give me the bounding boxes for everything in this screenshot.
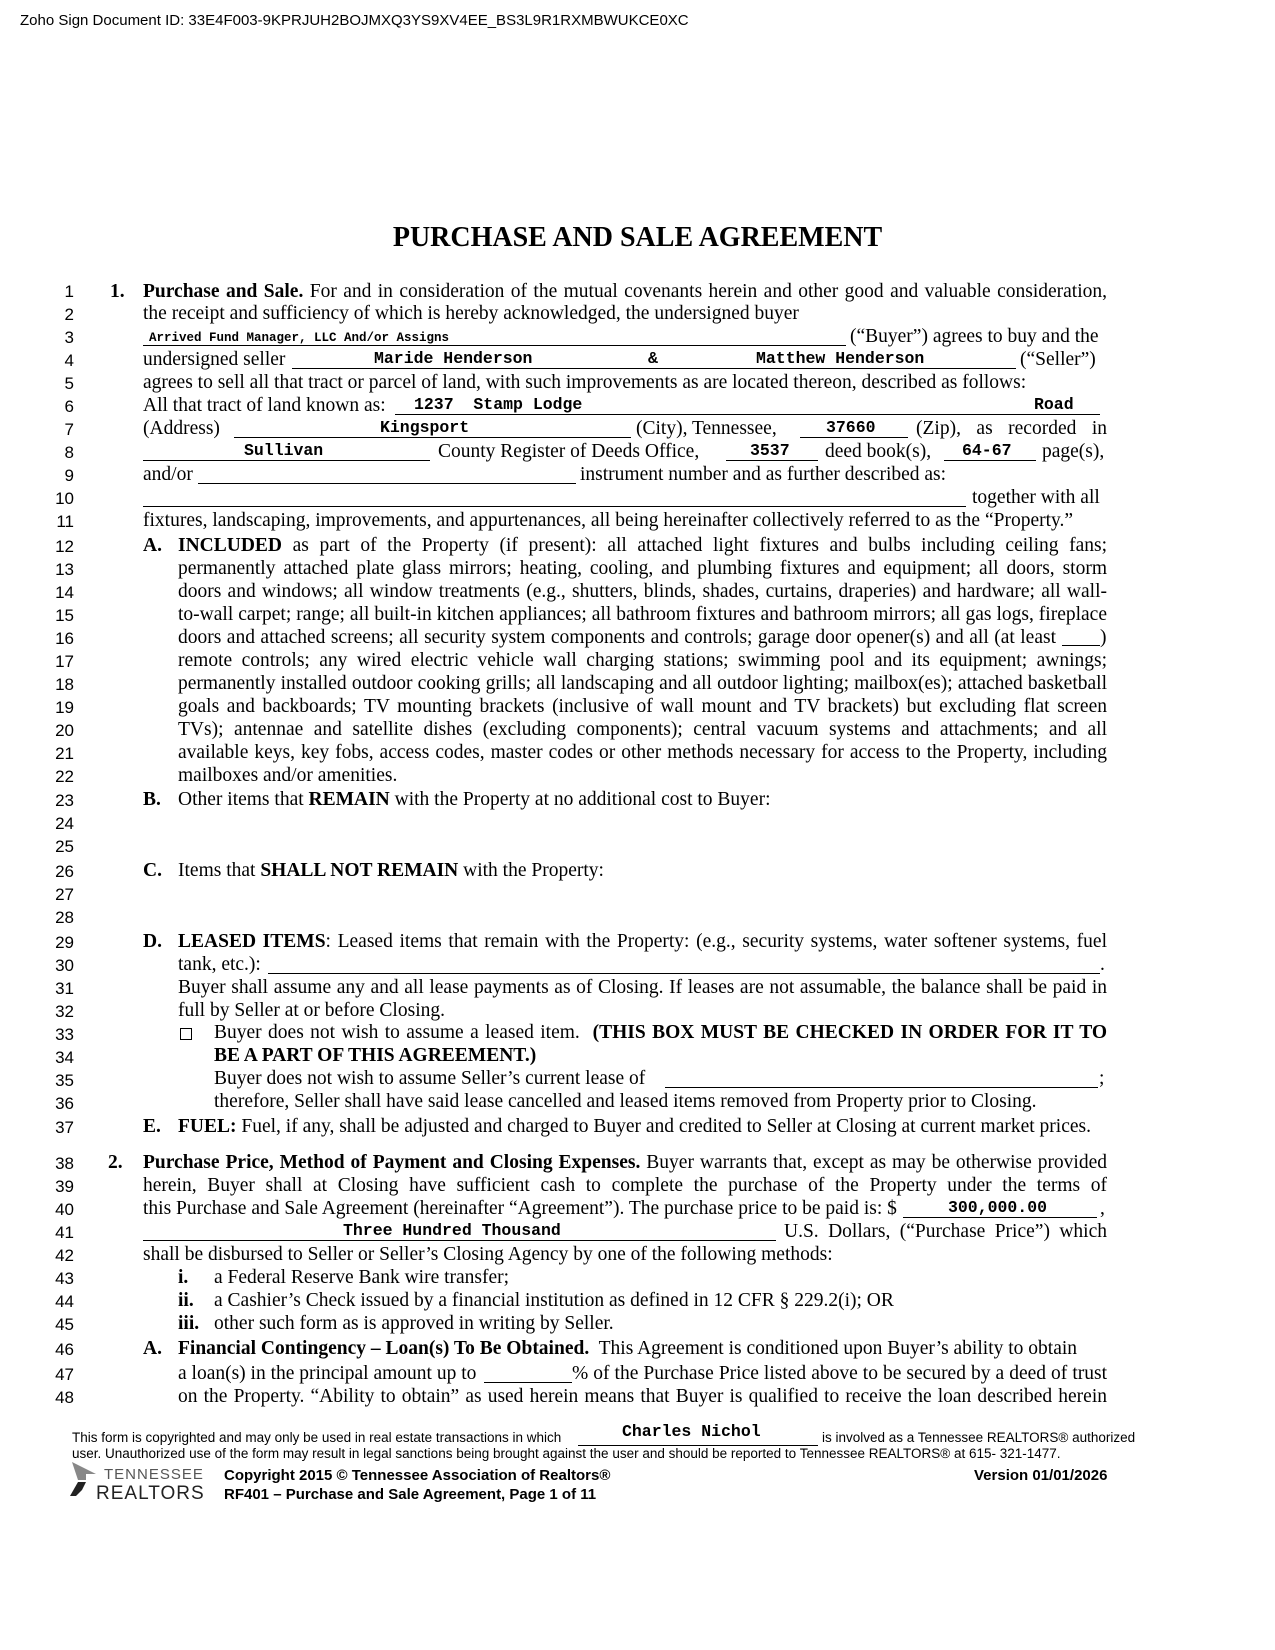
method-number: iii. <box>178 1313 200 1334</box>
line-26-pre: Items that <box>178 860 256 881</box>
line-26 <box>178 859 604 882</box>
line-number: 44 <box>55 1292 74 1311</box>
street-field[interactable]: 1237 Stamp Lodge <box>414 395 583 414</box>
subsection-letter: C. <box>143 860 162 881</box>
line-number: 36 <box>55 1094 74 1113</box>
loan-percent-field-line[interactable] <box>484 1382 572 1383</box>
line-40-text: this Purchase and Sale Agreement (hereinafter “Agreement”). The purchase price to be paid is: $ <box>143 1198 897 1219</box>
line-23-pre: Other items that <box>178 789 304 810</box>
line-29 <box>178 930 1107 953</box>
line-30-end: . <box>1100 954 1105 975</box>
line-number: 24 <box>55 814 74 833</box>
line-number: 26 <box>55 862 74 881</box>
line-12-text: as part of the Property (if present): all attached light fixtures and bulbs including ceiling fans; <box>292 535 1108 556</box>
line-number: 34 <box>55 1048 74 1067</box>
line-number: 18 <box>55 675 74 694</box>
line-number: 29 <box>55 933 74 952</box>
page-label: page(s), <box>1042 441 1105 462</box>
line-31: Buyer shall assume any and all lease payments as of Closing. If leases are not assumable, the balance shall be paid in <box>178 977 1107 998</box>
line-number: 19 <box>55 698 74 717</box>
line-35-text: Buyer does not wish to assume Seller’s current lease of <box>214 1068 646 1089</box>
line-number: 45 <box>55 1315 74 1334</box>
line-number: 15 <box>55 606 74 625</box>
method-i: a Federal Reserve Bank wire transfer; <box>214 1267 510 1288</box>
instrument-label: instrument number and as further described as: <box>580 464 947 485</box>
line-42: shall be disbursed to Seller or Seller’s Closing Agency by one of the following methods: <box>143 1244 833 1265</box>
line-number: 22 <box>55 767 74 786</box>
line-number: 3 <box>64 328 74 347</box>
subsection-letter: E. <box>143 1116 161 1137</box>
line-number: 12 <box>55 537 74 556</box>
footer-line-1-text: This form is copyrighted and may only be used in real estate transactions in which <box>72 1430 562 1445</box>
line-number: 30 <box>55 956 74 975</box>
city-field[interactable]: Kingsport <box>380 418 470 437</box>
document-id: Zoho Sign Document ID: 33E4F003-9KPRJUH2BOJMXQ3YS9XV4EE_BS3L9R1RXMBWUKCE0XC <box>20 12 689 29</box>
line-21: available keys, key fobs, access codes, master codes or other methods necessary for access to the Property, including <box>178 742 1107 763</box>
seller1-field[interactable]: Maride Henderson <box>374 349 533 368</box>
line-30-text: tank, etc.): <box>178 954 261 975</box>
subsection-letter: A. <box>143 1338 162 1359</box>
city-label: (City), Tennessee, <box>636 418 777 439</box>
line-number: 13 <box>55 560 74 579</box>
line-number: 5 <box>64 374 74 393</box>
section-number: 2. <box>108 1152 123 1173</box>
leased-items-field-line[interactable] <box>268 973 1100 974</box>
line-48: on the Property. “Ability to obtain” as used herein means that Buyer is qualified to receive the loan described herein <box>178 1386 1107 1407</box>
line-19: goals and backboards; TV mounting brackets (inclusive of wall mount and TV brackets) but excluding flat screen <box>178 696 1107 717</box>
line-40-end: , <box>1100 1198 1105 1219</box>
footer-line-1-end: is involved as a Tennessee REALTORS® authorized <box>822 1430 1136 1445</box>
line-4-text: undersigned seller <box>143 349 286 370</box>
line-number: 32 <box>55 1002 74 1021</box>
line-38-text: Buyer warrants that, except as may be otherwise provided <box>646 1152 1108 1173</box>
line-number: 7 <box>64 420 74 439</box>
seller-ampersand: & <box>648 349 658 368</box>
method-number: i. <box>178 1267 189 1288</box>
line-16: doors and attached screens; all security system components and controls; garage door opener(s) and all (at least <box>178 627 1056 648</box>
line-number: 25 <box>55 837 74 856</box>
line-number: 46 <box>55 1340 74 1359</box>
line-number: 42 <box>55 1246 74 1265</box>
financial-contingency-heading: Financial Contingency – Loan(s) To Be Obtained. <box>178 1338 590 1359</box>
line-23 <box>178 788 771 811</box>
deed-book-field[interactable]: 3537 <box>750 441 790 460</box>
line-17: remote controls; any wired electric vehicle wall charging stations; swimming pool and its equipment; awnings; <box>178 650 1107 671</box>
section-2-heading: Purchase Price, Method of Payment and Closing Expenses. <box>143 1152 641 1173</box>
line-18: permanently installed outdoor cooking grills; all landscaping and all outdoor lighting; mailbox(es); attached basketball <box>178 673 1107 694</box>
method-ii: a Cashier’s Check issued by a financial institution as defined in 12 CFR § 229.2(i); OR <box>214 1290 894 1311</box>
page-title: PURCHASE AND SALE AGREEMENT <box>392 222 883 253</box>
line-32: full by Seller at or before Closing. <box>178 1000 445 1021</box>
footer-line-2: user. Unauthorized use of the form may result in legal sanctions being brought against the user and should be reported to Tennessee REALTORS® at 615- 321-1477. <box>72 1446 1061 1461</box>
line-1-text: For and in consideration of the mutual covenants herein and other good and valuable consideration, <box>309 281 1107 302</box>
line-number: 37 <box>55 1118 74 1137</box>
line-number: 35 <box>55 1071 74 1090</box>
shall-not-remain-heading: SHALL NOT REMAIN <box>260 860 459 881</box>
line-5: agrees to sell all that tract or parcel of land, with such improvements as are located thereon, described as follows: <box>143 372 1027 393</box>
line-number: 38 <box>55 1154 74 1173</box>
line-number: 21 <box>55 744 74 763</box>
line-38 <box>143 1151 1107 1174</box>
line-22: mailboxes and/or amenities. <box>178 765 398 786</box>
line-number: 47 <box>55 1365 74 1384</box>
price-field[interactable]: 300,000.00 <box>948 1198 1048 1217</box>
section-heading: Purchase and Sale. <box>143 281 304 302</box>
line-20: TVs); antennae and satellite dishes (excluding components); central vacuum systems and attachments; and all <box>178 719 1107 740</box>
line-2: the receipt and sufficiency of which is hereby acknowledged, the undersigned buyer <box>143 303 799 324</box>
line-33-text: Buyer does not wish to assume a leased item. <box>214 1022 580 1043</box>
line-39: herein, Buyer shall at Closing have sufficient cash to complete the purchase of the Property under the terms of <box>143 1175 1107 1196</box>
line-15: to-wall carpet; range; all built-in kitchen appliances; all bathroom fixtures and bathroom mirrors; all gas logs, fireplace <box>178 604 1107 625</box>
method-iii: other such form as is approved in writing by Seller. <box>214 1313 614 1334</box>
line-number: 33 <box>55 1025 74 1044</box>
line-6-text: All that tract of land known as: <box>143 395 386 416</box>
line-3-text: (“Buyer”) agrees to buy and the <box>850 326 1099 347</box>
section-number: 1. <box>110 281 125 302</box>
line-37-text: Fuel, if any, shall be adjusted and charged to Buyer and credited to Seller at Closing at current market prices. <box>241 1116 1091 1137</box>
line-number: 20 <box>55 721 74 740</box>
current-lease-field-line[interactable] <box>665 1087 1098 1088</box>
remote-count-field-line[interactable] <box>1062 645 1100 646</box>
line-33-bold: (THIS BOX MUST BE CHECKED IN ORDER FOR IT TO <box>592 1022 1108 1043</box>
line-number: 28 <box>55 908 74 927</box>
included-heading: INCLUDED <box>178 535 283 556</box>
logo-text-bottom: REALTORS <box>96 1483 205 1504</box>
line-number: 16 <box>55 629 74 648</box>
line-11: fixtures, landscaping, improvements, and appurtenances, all being hereinafter collectively referred to as the “Property.” <box>143 510 1074 531</box>
line-number: 11 <box>56 512 74 531</box>
line-47-text: a loan(s) in the principal amount up to <box>178 1363 477 1384</box>
county-field[interactable]: Sullivan <box>244 441 324 460</box>
line-12 <box>178 534 1107 557</box>
subsection-letter: B. <box>143 789 161 810</box>
leased-items-heading: LEASED ITEMS <box>178 931 326 952</box>
line-35-end: ; <box>1099 1068 1105 1089</box>
line-number: 1 <box>64 282 74 301</box>
agent-field[interactable]: Charles Nichol <box>622 1422 761 1441</box>
line-29-text: : Leased items that remain with the Property: (e.g., security systems, water softener systems, fuel <box>325 931 1107 952</box>
page-field[interactable]: 64-67 <box>962 441 1012 460</box>
line-number: 10 <box>55 489 74 508</box>
line-46-text: This Agreement is conditioned upon Buyer’s ability to obtain <box>598 1338 1078 1359</box>
subsection-letter: D. <box>143 931 162 952</box>
subsection-letter: A. <box>143 535 162 556</box>
address-label: (Address) <box>143 418 220 439</box>
line-number: 9 <box>64 466 74 485</box>
line-number: 41 <box>55 1223 74 1242</box>
andor-label: and/or <box>143 464 193 485</box>
version: Version 01/01/2026 <box>974 1467 1108 1484</box>
line-14: doors and windows; all window treatments (e.g., shutters, blinds, shades, curtains, draperies) and hardware; all wall- <box>178 581 1107 602</box>
line-number: 27 <box>55 885 74 904</box>
line-34: BE A PART OF THIS AGREEMENT.) <box>214 1045 537 1066</box>
line-33 <box>214 1021 1107 1044</box>
line-number: 14 <box>55 583 74 602</box>
line-number: 6 <box>64 397 74 416</box>
line-number: 8 <box>64 443 74 462</box>
instrument-field-line[interactable] <box>198 483 576 484</box>
logo-text-top: TENNESSEE <box>104 1466 204 1483</box>
form-id: RF401 – Purchase and Sale Agreement, Page 1 of 11 <box>224 1486 597 1503</box>
description-field-line[interactable] <box>143 506 966 507</box>
line-47-end: % of the Purchase Price listed above to be secured by a deed of trust <box>572 1363 1107 1384</box>
line-13: permanently attached plate glass mirrors; heating, cooling, and plumbing fixtures and equipment; all doors, storm <box>178 558 1107 579</box>
seller2-field[interactable]: Matthew Henderson <box>756 349 925 368</box>
line-23-post: with the Property at no additional cost to Buyer: <box>394 789 771 810</box>
line-number: 43 <box>55 1269 74 1288</box>
deed-book-label: deed book(s), <box>825 441 932 462</box>
copyright: Copyright 2015 © Tennessee Association of Realtors® <box>224 1467 611 1484</box>
county-label: County Register of Deeds Office, <box>438 441 700 462</box>
method-number: ii. <box>178 1290 194 1311</box>
line-26-post: with the Property: <box>463 860 604 881</box>
street-suffix-field[interactable]: Road <box>1034 395 1074 414</box>
leased-item-checkbox[interactable] <box>180 1028 192 1040</box>
remain-heading: REMAIN <box>308 789 390 810</box>
line-4-end: (“Seller”) <box>1020 349 1096 370</box>
line-number: 48 <box>55 1388 74 1407</box>
line-number: 40 <box>55 1200 74 1219</box>
line-37 <box>178 1115 1091 1138</box>
line-10-text: together with all <box>972 487 1100 508</box>
line-46 <box>178 1337 1077 1360</box>
line-36: therefore, Seller shall have said lease cancelled and leased items removed from Property prior to Closing. <box>214 1091 1037 1112</box>
line-number: 17 <box>55 652 74 671</box>
line-41-end: U.S. Dollars, (“Purchase Price”) which <box>784 1221 1107 1242</box>
line-1 <box>143 280 1107 303</box>
line-number: 39 <box>55 1177 74 1196</box>
zip-label: (Zip), as recorded in <box>916 418 1107 439</box>
line-number: 23 <box>55 791 74 810</box>
fuel-heading: FUEL: <box>178 1116 237 1137</box>
buyer-field[interactable]: Arrived Fund Manager, LLC And/or Assigns <box>149 331 450 345</box>
line-16-end: ) <box>1100 627 1107 648</box>
line-number: 4 <box>64 351 74 370</box>
zip-field[interactable]: 37660 <box>826 418 876 437</box>
price-words-field[interactable]: Three Hundred Thousand <box>343 1221 561 1240</box>
line-number: 2 <box>64 305 74 324</box>
line-number: 31 <box>55 979 74 998</box>
